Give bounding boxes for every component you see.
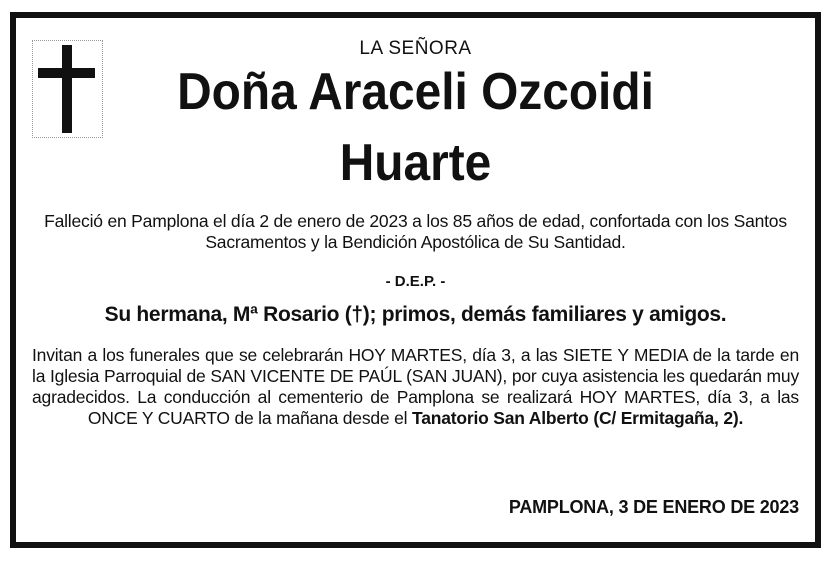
dep-line: - D.E.P. - [385,273,446,290]
title-prefix: LA SEÑORA [359,38,472,59]
funeral-home-address: Tanatorio San Alberto (C/ Ermitagaña, 2). [412,408,744,428]
deceased-name-line-2: Huarte [339,134,492,192]
family-line: Su hermana, Mª Rosario (†); primos, demás familiares y amigos. [104,303,727,326]
deceased-name-line-1: Doña Araceli Ozcoidi [177,63,654,121]
obituary-notice [10,12,821,548]
invitation-text: Invitan a los funerales que se celebrarán HOY MARTES, día 3, a las SIETE Y MEDIA de la tarde en la Iglesia Parroquial de SAN VICENTE DE PAÚL (SAN JUAN), por cuya asistencia les quedarán muy agradecidos. La conducción al cementerio de Pamplona se realizará HOY MARTES, día 3, a las ONCE Y CUARTO de la mañana desde el [32,345,799,428]
funeral-invitation [32,345,799,429]
place-and-date: PAMPLONA, 3 DE ENERO DE 2023 [508,497,799,517]
death-statement: Falleció en Pamplona el día 2 de enero de 2023 a los 85 años de edad, confortada con los Santos Sacramentos y la Bendición Apostólica de Su Santidad. [44,211,787,252]
